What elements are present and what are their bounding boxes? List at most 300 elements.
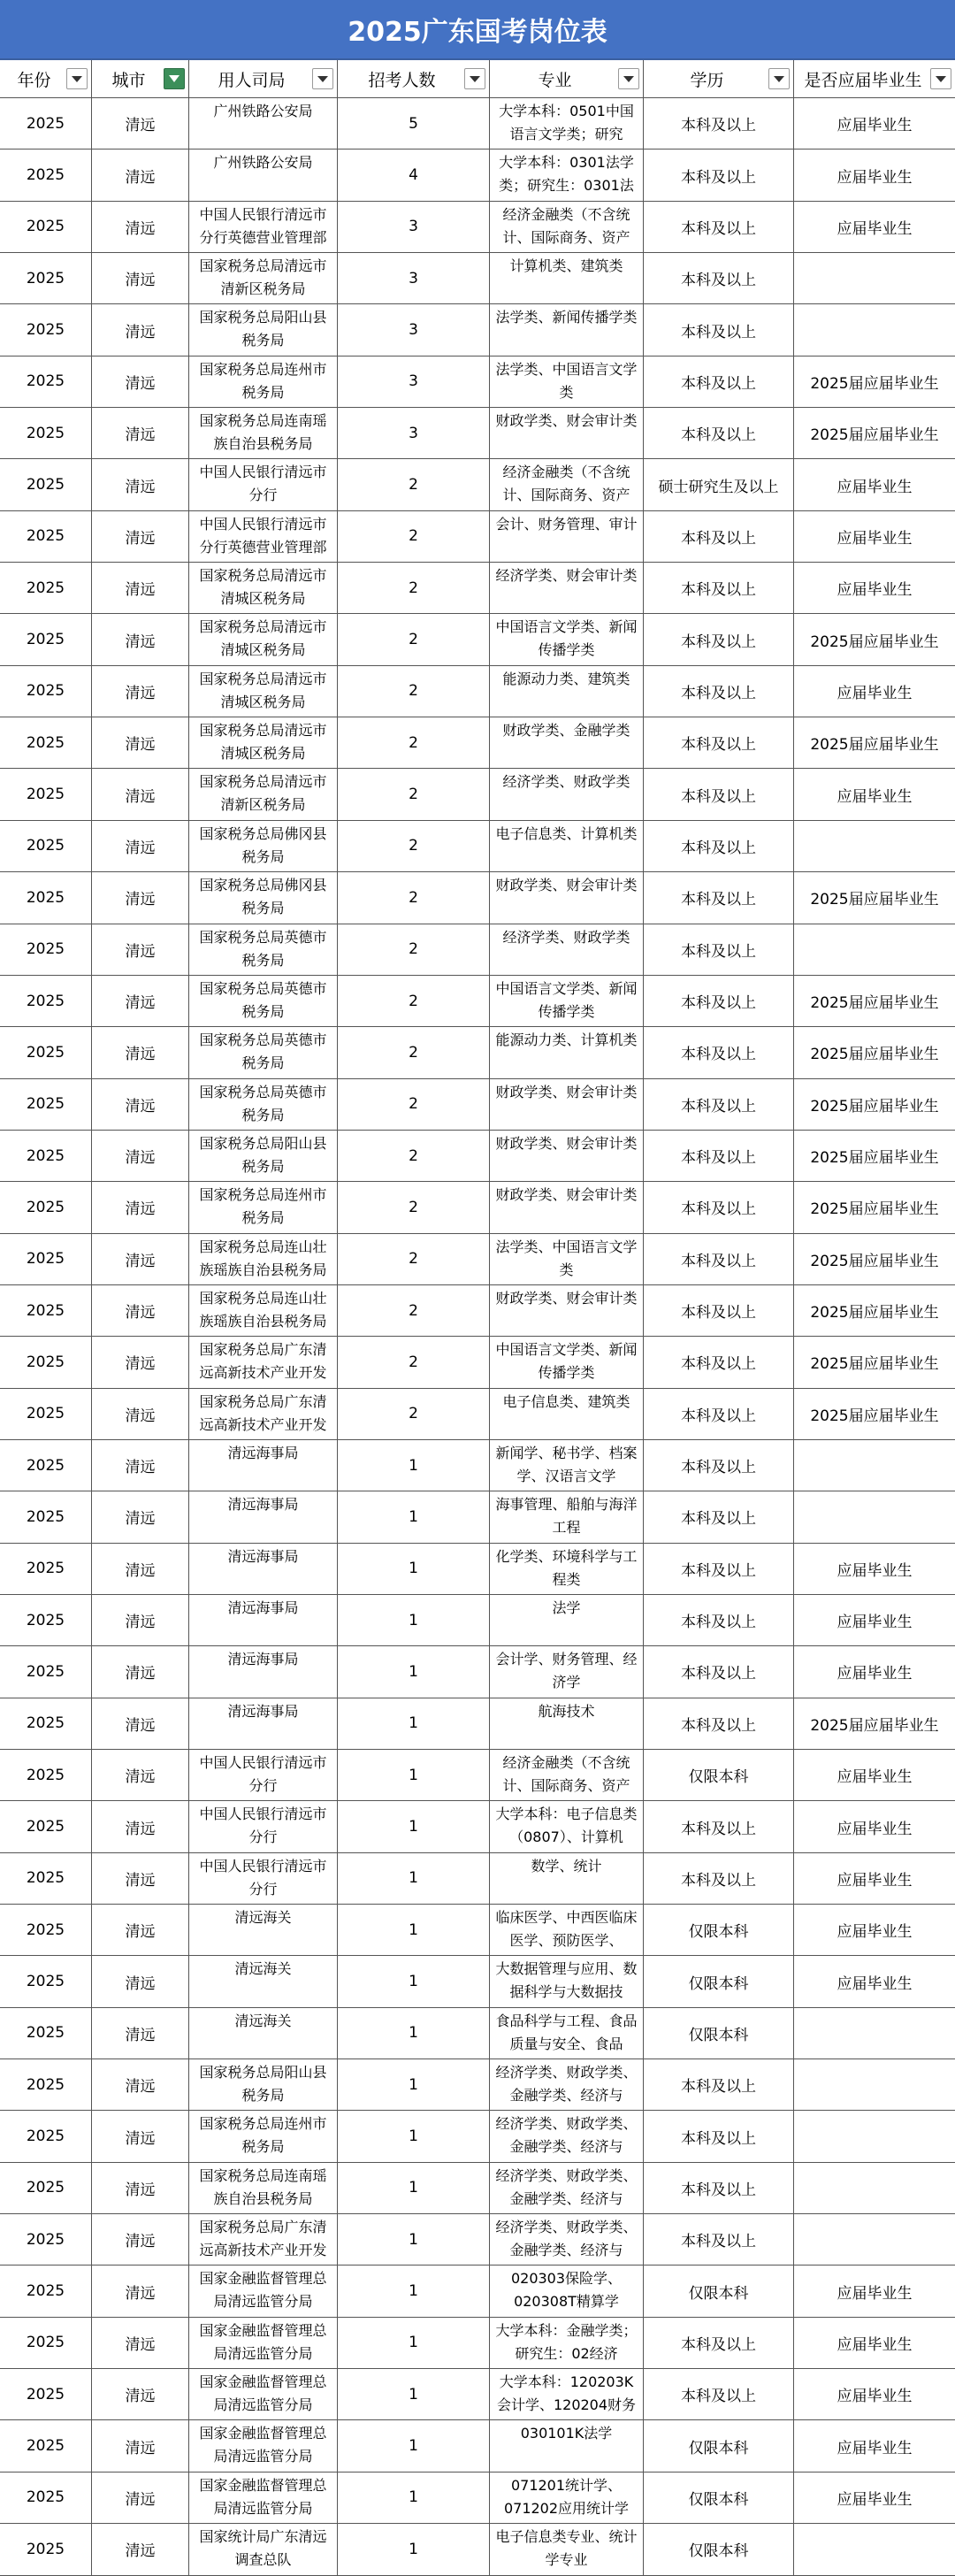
cell-year[interactable]: 2025 bbox=[0, 2059, 92, 2110]
cell-education[interactable]: 本科及以上 bbox=[644, 1131, 794, 1181]
cell-education[interactable]: 本科及以上 bbox=[644, 872, 794, 923]
cell-city[interactable]: 清远 bbox=[92, 253, 189, 303]
filter-dropdown-icon[interactable] bbox=[768, 68, 790, 89]
cell-employer[interactable] bbox=[189, 769, 338, 819]
column-header-employer[interactable] bbox=[189, 60, 338, 97]
cell-city[interactable]: 清远 bbox=[92, 976, 189, 1026]
cell-headcount[interactable]: 1 bbox=[338, 1905, 490, 1955]
column-header-education[interactable] bbox=[644, 60, 794, 97]
column-header-fresh-graduate[interactable] bbox=[794, 60, 955, 97]
cell-major[interactable] bbox=[490, 1595, 644, 1645]
cell-major[interactable] bbox=[490, 821, 644, 871]
cell-city[interactable]: 清远 bbox=[92, 2420, 189, 2471]
cell-city[interactable]: 清远 bbox=[92, 511, 189, 562]
cell-headcount[interactable]: 3 bbox=[338, 304, 490, 355]
cell-headcount[interactable]: 5 bbox=[338, 98, 490, 149]
cell-education[interactable]: 仅限本科 bbox=[644, 2472, 794, 2523]
cell-major[interactable] bbox=[490, 1956, 644, 2006]
cell-fresh-graduate[interactable] bbox=[794, 1440, 955, 1491]
cell-major[interactable] bbox=[490, 356, 644, 407]
cell-city[interactable]: 清远 bbox=[92, 821, 189, 871]
cell-major[interactable] bbox=[490, 459, 644, 510]
cell-fresh-graduate[interactable] bbox=[794, 924, 955, 975]
cell-fresh-graduate[interactable] bbox=[794, 253, 955, 303]
cell-education[interactable]: 本科及以上 bbox=[644, 356, 794, 407]
cell-major[interactable] bbox=[490, 2369, 644, 2419]
cell-city[interactable]: 清远 bbox=[92, 2318, 189, 2368]
cell-education[interactable]: 本科及以上 bbox=[644, 821, 794, 871]
column-header-city[interactable] bbox=[92, 60, 189, 97]
cell-city[interactable]: 清远 bbox=[92, 1544, 189, 1594]
cell-fresh-graduate[interactable]: 2025届应届毕业生 bbox=[810, 1252, 939, 1270]
cell-fresh-graduate[interactable] bbox=[794, 1491, 955, 1542]
cell-year[interactable]: 2025 bbox=[0, 408, 92, 458]
cell-employer[interactable] bbox=[189, 872, 338, 923]
cell-city[interactable]: 清远 bbox=[92, 2369, 189, 2419]
cell-employer[interactable] bbox=[189, 202, 338, 252]
cell-employer[interactable] bbox=[189, 1698, 338, 1749]
cell-fresh-graduate[interactable]: 应届毕业生 bbox=[837, 1820, 913, 1838]
cell-headcount[interactable]: 2 bbox=[338, 1182, 490, 1232]
cell-year[interactable]: 2025 bbox=[0, 821, 92, 871]
cell-employer[interactable] bbox=[189, 1182, 338, 1232]
cell-major[interactable] bbox=[490, 1131, 644, 1181]
cell-education[interactable]: 本科及以上 bbox=[644, 614, 794, 664]
cell-major[interactable] bbox=[490, 563, 644, 613]
cell-employer[interactable] bbox=[189, 1027, 338, 1077]
cell-fresh-graduate[interactable] bbox=[794, 2111, 955, 2161]
cell-city[interactable]: 清远 bbox=[92, 872, 189, 923]
cell-city[interactable]: 清远 bbox=[92, 1285, 189, 1336]
cell-employer[interactable] bbox=[189, 2214, 338, 2265]
cell-year[interactable]: 2025 bbox=[0, 1182, 92, 1232]
cell-major[interactable] bbox=[490, 1853, 644, 1904]
cell-headcount[interactable]: 2 bbox=[338, 1234, 490, 1284]
cell-city[interactable]: 清远 bbox=[92, 563, 189, 613]
cell-education[interactable]: 本科及以上 bbox=[644, 2111, 794, 2161]
filter-dropdown-icon[interactable] bbox=[312, 68, 333, 89]
cell-year[interactable]: 2025 bbox=[0, 872, 92, 923]
cell-major[interactable] bbox=[490, 2111, 644, 2161]
cell-headcount[interactable]: 1 bbox=[338, 1544, 490, 1594]
cell-major[interactable] bbox=[490, 2266, 644, 2316]
cell-education[interactable]: 本科及以上 bbox=[644, 1801, 794, 1852]
cell-education[interactable]: 本科及以上 bbox=[644, 1544, 794, 1594]
cell-major[interactable] bbox=[490, 253, 644, 303]
cell-fresh-graduate[interactable] bbox=[794, 821, 955, 871]
cell-education[interactable]: 仅限本科 bbox=[644, 2008, 794, 2058]
cell-major[interactable] bbox=[490, 1750, 644, 1800]
cell-fresh-graduate[interactable]: 应届毕业生 bbox=[837, 684, 913, 702]
cell-employer[interactable] bbox=[189, 1234, 338, 1284]
cell-year[interactable]: 2025 bbox=[0, 1956, 92, 2006]
cell-year[interactable]: 2025 bbox=[0, 253, 92, 303]
cell-major[interactable] bbox=[490, 2472, 644, 2523]
cell-major[interactable] bbox=[490, 2420, 644, 2471]
column-header-major[interactable] bbox=[490, 60, 644, 97]
cell-year[interactable]: 2025 bbox=[0, 1389, 92, 1439]
cell-city[interactable]: 清远 bbox=[92, 717, 189, 768]
cell-headcount[interactable]: 2 bbox=[338, 1027, 490, 1077]
cell-headcount[interactable]: 2 bbox=[338, 1337, 490, 1387]
cell-employer[interactable] bbox=[189, 2369, 338, 2419]
cell-major[interactable] bbox=[490, 511, 644, 562]
cell-employer[interactable] bbox=[189, 2472, 338, 2523]
cell-city[interactable]: 清远 bbox=[92, 1646, 189, 1697]
cell-fresh-graduate[interactable]: 2025届应届毕业生 bbox=[810, 1149, 939, 1168]
cell-year[interactable]: 2025 bbox=[0, 2214, 92, 2265]
cell-major[interactable] bbox=[490, 202, 644, 252]
cell-employer[interactable] bbox=[189, 2266, 338, 2316]
cell-year[interactable]: 2025 bbox=[0, 356, 92, 407]
cell-major[interactable] bbox=[490, 1182, 644, 1232]
cell-headcount[interactable]: 2 bbox=[338, 1079, 490, 1130]
cell-employer[interactable] bbox=[189, 614, 338, 664]
cell-education[interactable]: 本科及以上 bbox=[644, 563, 794, 613]
cell-city[interactable]: 清远 bbox=[92, 666, 189, 717]
cell-major[interactable] bbox=[490, 150, 644, 200]
cell-education[interactable]: 本科及以上 bbox=[644, 2059, 794, 2110]
cell-employer[interactable] bbox=[189, 821, 338, 871]
cell-year[interactable]: 2025 bbox=[0, 1337, 92, 1387]
cell-fresh-graduate[interactable] bbox=[794, 2214, 955, 2265]
cell-city[interactable]: 清远 bbox=[92, 1956, 189, 2006]
cell-year[interactable]: 2025 bbox=[0, 2524, 92, 2574]
cell-year[interactable]: 2025 bbox=[0, 98, 92, 149]
cell-education[interactable]: 本科及以上 bbox=[644, 1646, 794, 1697]
cell-employer[interactable] bbox=[189, 1337, 338, 1387]
cell-major[interactable] bbox=[490, 1440, 644, 1491]
cell-major[interactable] bbox=[490, 1801, 644, 1852]
cell-fresh-graduate[interactable]: 2025届应届毕业生 bbox=[810, 426, 939, 445]
cell-major[interactable] bbox=[490, 976, 644, 1026]
cell-employer[interactable] bbox=[189, 2318, 338, 2368]
cell-education[interactable]: 本科及以上 bbox=[644, 1491, 794, 1542]
cell-education[interactable]: 本科及以上 bbox=[644, 924, 794, 975]
cell-year[interactable]: 2025 bbox=[0, 1491, 92, 1542]
cell-city[interactable]: 清远 bbox=[92, 1182, 189, 1232]
cell-major[interactable] bbox=[490, 408, 644, 458]
cell-fresh-graduate[interactable]: 应届毕业生 bbox=[837, 478, 913, 496]
cell-major[interactable] bbox=[490, 769, 644, 819]
cell-headcount[interactable]: 1 bbox=[338, 1750, 490, 1800]
cell-major[interactable] bbox=[490, 1027, 644, 1077]
cell-fresh-graduate[interactable] bbox=[794, 2524, 955, 2574]
cell-headcount[interactable]: 1 bbox=[338, 2008, 490, 2058]
cell-employer[interactable] bbox=[189, 2008, 338, 2058]
cell-year[interactable]: 2025 bbox=[0, 1595, 92, 1645]
cell-employer[interactable] bbox=[189, 563, 338, 613]
cell-city[interactable]: 清远 bbox=[92, 2059, 189, 2110]
cell-fresh-graduate[interactable]: 2025届应届毕业生 bbox=[810, 891, 939, 909]
cell-fresh-graduate[interactable]: 2025届应届毕业生 bbox=[810, 1716, 939, 1735]
cell-city[interactable]: 清远 bbox=[92, 1491, 189, 1542]
cell-major[interactable] bbox=[490, 304, 644, 355]
cell-fresh-graduate[interactable]: 应届毕业生 bbox=[837, 581, 913, 600]
cell-city[interactable]: 清远 bbox=[92, 1853, 189, 1904]
cell-employer[interactable] bbox=[189, 1853, 338, 1904]
cell-education[interactable]: 仅限本科 bbox=[644, 1905, 794, 1955]
cell-year[interactable]: 2025 bbox=[0, 924, 92, 975]
cell-fresh-graduate[interactable]: 应届毕业生 bbox=[837, 1871, 913, 1890]
cell-headcount[interactable]: 1 bbox=[338, 1595, 490, 1645]
cell-education[interactable]: 仅限本科 bbox=[644, 2524, 794, 2574]
cell-employer[interactable] bbox=[189, 253, 338, 303]
cell-education[interactable]: 本科及以上 bbox=[644, 202, 794, 252]
cell-headcount[interactable]: 4 bbox=[338, 150, 490, 200]
cell-city[interactable]: 清远 bbox=[92, 2472, 189, 2523]
cell-year[interactable]: 2025 bbox=[0, 1131, 92, 1181]
cell-employer[interactable] bbox=[189, 356, 338, 407]
cell-major[interactable] bbox=[490, 717, 644, 768]
cell-year[interactable]: 2025 bbox=[0, 2008, 92, 2058]
cell-city[interactable]: 清远 bbox=[92, 2524, 189, 2574]
cell-headcount[interactable]: 1 bbox=[338, 2266, 490, 2316]
cell-year[interactable]: 2025 bbox=[0, 2318, 92, 2368]
cell-fresh-graduate[interactable]: 应届毕业生 bbox=[837, 1665, 913, 1683]
cell-fresh-graduate[interactable] bbox=[794, 2008, 955, 2058]
column-header-headcount[interactable] bbox=[338, 60, 490, 97]
cell-fresh-graduate[interactable]: 应届毕业生 bbox=[837, 1561, 913, 1580]
cell-headcount[interactable]: 2 bbox=[338, 872, 490, 923]
cell-year[interactable]: 2025 bbox=[0, 769, 92, 819]
cell-fresh-graduate[interactable]: 应届毕业生 bbox=[837, 787, 913, 806]
cell-employer[interactable] bbox=[189, 2163, 338, 2213]
cell-employer[interactable] bbox=[189, 150, 338, 200]
cell-education[interactable]: 本科及以上 bbox=[644, 2163, 794, 2213]
cell-headcount[interactable]: 2 bbox=[338, 976, 490, 1026]
cell-city[interactable]: 清远 bbox=[92, 1595, 189, 1645]
cell-education[interactable]: 本科及以上 bbox=[644, 408, 794, 458]
filter-dropdown-icon[interactable] bbox=[464, 68, 485, 89]
cell-headcount[interactable]: 1 bbox=[338, 1440, 490, 1491]
cell-employer[interactable] bbox=[189, 2524, 338, 2574]
cell-headcount[interactable]: 1 bbox=[338, 2059, 490, 2110]
cell-education[interactable]: 仅限本科 bbox=[644, 1750, 794, 1800]
cell-headcount[interactable]: 2 bbox=[338, 459, 490, 510]
cell-city[interactable]: 清远 bbox=[92, 1389, 189, 1439]
cell-major[interactable] bbox=[490, 872, 644, 923]
cell-fresh-graduate[interactable]: 应届毕业生 bbox=[837, 1768, 913, 1787]
cell-year[interactable]: 2025 bbox=[0, 1750, 92, 1800]
cell-headcount[interactable]: 3 bbox=[338, 408, 490, 458]
cell-headcount[interactable]: 1 bbox=[338, 1956, 490, 2006]
cell-headcount[interactable]: 2 bbox=[338, 1389, 490, 1439]
cell-city[interactable]: 清远 bbox=[92, 2214, 189, 2265]
cell-headcount[interactable]: 1 bbox=[338, 1698, 490, 1749]
cell-headcount[interactable]: 1 bbox=[338, 1853, 490, 1904]
cell-employer[interactable] bbox=[189, 924, 338, 975]
cell-year[interactable]: 2025 bbox=[0, 1905, 92, 1955]
cell-city[interactable]: 清远 bbox=[92, 1905, 189, 1955]
cell-headcount[interactable]: 1 bbox=[338, 2318, 490, 2368]
cell-year[interactable]: 2025 bbox=[0, 666, 92, 717]
cell-employer[interactable] bbox=[189, 1595, 338, 1645]
cell-year[interactable]: 2025 bbox=[0, 717, 92, 768]
cell-year[interactable]: 2025 bbox=[0, 976, 92, 1026]
cell-education[interactable]: 硕士研究生及以上 bbox=[644, 459, 794, 510]
cell-headcount[interactable]: 3 bbox=[338, 253, 490, 303]
cell-city[interactable]: 清远 bbox=[92, 1698, 189, 1749]
cell-major[interactable] bbox=[490, 1698, 644, 1749]
cell-fresh-graduate[interactable]: 应届毕业生 bbox=[837, 2335, 913, 2354]
cell-headcount[interactable]: 1 bbox=[338, 1491, 490, 1542]
cell-year[interactable]: 2025 bbox=[0, 1440, 92, 1491]
cell-fresh-graduate[interactable]: 2025届应届毕业生 bbox=[810, 1200, 939, 1219]
cell-year[interactable]: 2025 bbox=[0, 202, 92, 252]
cell-headcount[interactable]: 2 bbox=[338, 821, 490, 871]
cell-employer[interactable] bbox=[189, 1801, 338, 1852]
cell-city[interactable]: 清远 bbox=[92, 304, 189, 355]
cell-headcount[interactable]: 3 bbox=[338, 356, 490, 407]
cell-employer[interactable] bbox=[189, 1440, 338, 1491]
cell-headcount[interactable]: 1 bbox=[338, 2524, 490, 2574]
cell-fresh-graduate[interactable]: 应届毕业生 bbox=[837, 1923, 913, 1942]
cell-headcount[interactable]: 2 bbox=[338, 614, 490, 664]
cell-city[interactable]: 清远 bbox=[92, 924, 189, 975]
cell-year[interactable]: 2025 bbox=[0, 1285, 92, 1336]
cell-city[interactable]: 清远 bbox=[92, 2008, 189, 2058]
cell-year[interactable]: 2025 bbox=[0, 1801, 92, 1852]
cell-headcount[interactable]: 1 bbox=[338, 2214, 490, 2265]
cell-employer[interactable] bbox=[189, 666, 338, 717]
cell-city[interactable]: 清远 bbox=[92, 2266, 189, 2316]
cell-headcount[interactable]: 2 bbox=[338, 924, 490, 975]
column-header-year[interactable] bbox=[0, 60, 92, 97]
cell-education[interactable]: 本科及以上 bbox=[644, 1234, 794, 1284]
cell-year[interactable]: 2025 bbox=[0, 304, 92, 355]
filter-dropdown-icon[interactable] bbox=[930, 68, 951, 89]
cell-headcount[interactable]: 1 bbox=[338, 2420, 490, 2471]
cell-headcount[interactable]: 3 bbox=[338, 202, 490, 252]
cell-city[interactable]: 清远 bbox=[92, 1750, 189, 1800]
cell-fresh-graduate[interactable]: 2025届应届毕业生 bbox=[810, 1304, 939, 1322]
cell-employer[interactable] bbox=[189, 1544, 338, 1594]
cell-city[interactable]: 清远 bbox=[92, 1801, 189, 1852]
cell-year[interactable]: 2025 bbox=[0, 1853, 92, 1904]
cell-fresh-graduate[interactable]: 应届毕业生 bbox=[837, 1974, 913, 1993]
cell-education[interactable]: 本科及以上 bbox=[644, 1337, 794, 1387]
cell-employer[interactable] bbox=[189, 459, 338, 510]
cell-employer[interactable] bbox=[189, 511, 338, 562]
cell-city[interactable]: 清远 bbox=[92, 150, 189, 200]
cell-major[interactable] bbox=[490, 2524, 644, 2574]
cell-major[interactable] bbox=[490, 1079, 644, 1130]
cell-education[interactable]: 仅限本科 bbox=[644, 1956, 794, 2006]
cell-headcount[interactable]: 1 bbox=[338, 2472, 490, 2523]
cell-year[interactable]: 2025 bbox=[0, 2111, 92, 2161]
cell-city[interactable]: 清远 bbox=[92, 202, 189, 252]
cell-year[interactable]: 2025 bbox=[0, 1027, 92, 1077]
cell-year[interactable]: 2025 bbox=[0, 1079, 92, 1130]
cell-year[interactable]: 2025 bbox=[0, 614, 92, 664]
cell-headcount[interactable]: 1 bbox=[338, 2111, 490, 2161]
cell-major[interactable] bbox=[490, 98, 644, 149]
cell-city[interactable]: 清远 bbox=[92, 408, 189, 458]
cell-major[interactable] bbox=[490, 666, 644, 717]
cell-year[interactable]: 2025 bbox=[0, 2266, 92, 2316]
cell-city[interactable]: 清远 bbox=[92, 769, 189, 819]
cell-major[interactable] bbox=[490, 1544, 644, 1594]
filter-dropdown-icon[interactable] bbox=[618, 68, 639, 89]
cell-education[interactable]: 本科及以上 bbox=[644, 2318, 794, 2368]
cell-city[interactable]: 清远 bbox=[92, 2111, 189, 2161]
cell-city[interactable]: 清远 bbox=[92, 356, 189, 407]
cell-headcount[interactable]: 2 bbox=[338, 511, 490, 562]
cell-city[interactable]: 清远 bbox=[92, 1131, 189, 1181]
cell-employer[interactable] bbox=[189, 976, 338, 1026]
cell-fresh-graduate[interactable] bbox=[794, 2163, 955, 2213]
cell-education[interactable]: 本科及以上 bbox=[644, 1440, 794, 1491]
cell-fresh-graduate[interactable]: 应届毕业生 bbox=[837, 2439, 913, 2457]
cell-major[interactable] bbox=[490, 614, 644, 664]
cell-fresh-graduate[interactable]: 应届毕业生 bbox=[837, 219, 913, 238]
cell-major[interactable] bbox=[490, 2008, 644, 2058]
cell-fresh-graduate[interactable]: 2025届应届毕业生 bbox=[810, 1097, 939, 1116]
cell-major[interactable] bbox=[490, 2318, 644, 2368]
cell-major[interactable] bbox=[490, 1905, 644, 1955]
cell-headcount[interactable]: 1 bbox=[338, 1801, 490, 1852]
cell-city[interactable]: 清远 bbox=[92, 2163, 189, 2213]
cell-fresh-graduate[interactable]: 应届毕业生 bbox=[837, 2284, 913, 2303]
cell-fresh-graduate[interactable]: 2025届应届毕业生 bbox=[810, 1046, 939, 1064]
cell-education[interactable]: 本科及以上 bbox=[644, 150, 794, 200]
cell-year[interactable]: 2025 bbox=[0, 150, 92, 200]
cell-city[interactable]: 清远 bbox=[92, 1234, 189, 1284]
cell-fresh-graduate[interactable]: 应届毕业生 bbox=[837, 117, 913, 135]
cell-year[interactable]: 2025 bbox=[0, 459, 92, 510]
cell-education[interactable]: 本科及以上 bbox=[644, 1595, 794, 1645]
filter-active-icon[interactable] bbox=[164, 68, 185, 89]
cell-headcount[interactable]: 2 bbox=[338, 666, 490, 717]
cell-headcount[interactable]: 2 bbox=[338, 1285, 490, 1336]
cell-city[interactable]: 清远 bbox=[92, 1440, 189, 1491]
cell-employer[interactable] bbox=[189, 1956, 338, 2006]
cell-year[interactable]: 2025 bbox=[0, 2369, 92, 2419]
cell-education[interactable]: 本科及以上 bbox=[644, 98, 794, 149]
cell-education[interactable]: 本科及以上 bbox=[644, 253, 794, 303]
cell-major[interactable] bbox=[490, 924, 644, 975]
cell-fresh-graduate[interactable]: 应届毕业生 bbox=[837, 1614, 913, 1632]
cell-employer[interactable] bbox=[189, 304, 338, 355]
cell-fresh-graduate[interactable]: 应届毕业生 bbox=[837, 2490, 913, 2509]
cell-employer[interactable] bbox=[189, 1285, 338, 1336]
cell-education[interactable]: 本科及以上 bbox=[644, 666, 794, 717]
cell-employer[interactable] bbox=[189, 408, 338, 458]
cell-employer[interactable] bbox=[189, 1131, 338, 1181]
cell-fresh-graduate[interactable]: 2025届应届毕业生 bbox=[810, 736, 939, 755]
cell-major[interactable] bbox=[490, 2163, 644, 2213]
cell-employer[interactable] bbox=[189, 717, 338, 768]
cell-major[interactable] bbox=[490, 1491, 644, 1542]
cell-year[interactable]: 2025 bbox=[0, 1234, 92, 1284]
cell-headcount[interactable]: 2 bbox=[338, 563, 490, 613]
cell-year[interactable]: 2025 bbox=[0, 1544, 92, 1594]
cell-year[interactable]: 2025 bbox=[0, 563, 92, 613]
cell-major[interactable] bbox=[490, 1646, 644, 1697]
cell-year[interactable]: 2025 bbox=[0, 2163, 92, 2213]
cell-city[interactable]: 清远 bbox=[92, 1027, 189, 1077]
cell-headcount[interactable]: 1 bbox=[338, 2163, 490, 2213]
cell-employer[interactable] bbox=[189, 2420, 338, 2471]
cell-headcount[interactable]: 1 bbox=[338, 2369, 490, 2419]
cell-education[interactable]: 本科及以上 bbox=[644, 2369, 794, 2419]
cell-employer[interactable] bbox=[189, 1389, 338, 1439]
cell-education[interactable]: 本科及以上 bbox=[644, 1182, 794, 1232]
cell-education[interactable]: 仅限本科 bbox=[644, 2266, 794, 2316]
cell-year[interactable]: 2025 bbox=[0, 2420, 92, 2471]
cell-major[interactable] bbox=[490, 2059, 644, 2110]
